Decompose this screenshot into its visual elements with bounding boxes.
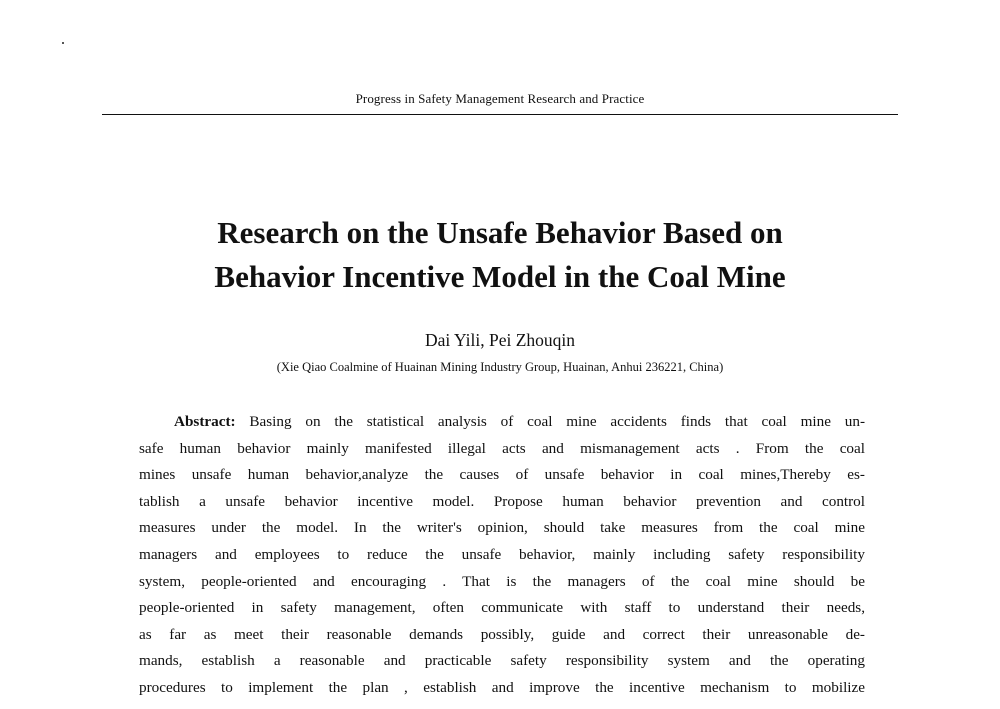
abstract-line-text: Basing on the statistical analysis of coal mine accidents finds that coal mine un- (249, 413, 866, 430)
authors: Dai Yili, Pei Zhouqin (424, 330, 576, 350)
abstract-line (139, 409, 865, 436)
abstract-line: system, people-oriented and encouraging . That is the managers of the coal mine should be (139, 572, 865, 590)
abstract (139, 409, 865, 702)
abstract-label: Abstract: (174, 413, 236, 430)
running-header: Progress in Safety Management Research and Practice (355, 91, 645, 106)
title-line-1: Research on the Unsafe Behavior Based on (217, 215, 783, 250)
abstract-line: people-oriented in safety management, often communicate with staff to understand their needs, (139, 599, 865, 617)
abstract-line: mines unsafe human behavior,analyze the causes of unsafe behavior in coal mines,Thereby es- (139, 466, 865, 484)
abstract-line: safe human behavior mainly manifested illegal acts and mismanagement acts . From the coal (139, 439, 865, 457)
abstract-line: as far as meet their reasonable demands possibly, guide and correct their unreasonable de- (139, 625, 865, 643)
abstract-line: procedures to implement the plan , establish and improve the incentive mechanism to mobilize (139, 678, 865, 696)
paper-title (0, 211, 1000, 299)
abstract-line: managers and employees to reduce the unsafe behavior, mainly including safety responsibility (139, 545, 865, 563)
abstract-line: measures under the model. In the writer's opinion, should take measures from the coal mine (139, 519, 865, 537)
header-rule (102, 114, 898, 115)
title-line-2: Behavior Incentive Model in the Coal Mine (214, 259, 786, 294)
scan-speck (62, 42, 64, 44)
abstract-line: mands, establish a reasonable and practicable safety responsibility system and the operating (139, 652, 865, 670)
affiliation: (Xie Qiao Coalmine of Huainan Mining Industry Group, Huainan, Anhui 236221, China) (276, 360, 724, 374)
abstract-line: tablish a unsafe behavior incentive model. Propose human behavior prevention and control (139, 492, 865, 510)
